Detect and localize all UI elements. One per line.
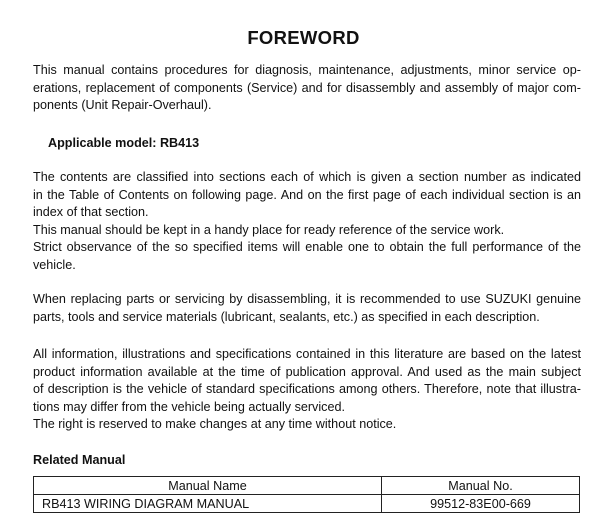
info-line-3: of description is the vehicle of standard specifications among others. Therefore, note that illustra- (33, 382, 581, 396)
info-line-2: product information available at the time of publication approval. And used as the main subject (33, 364, 581, 379)
info-line-1: All information, illustrations and specifications contained in this literature are based on the latest (33, 347, 581, 361)
intro-line-3: ponents (Unit Repair-Overhaul). (33, 98, 212, 112)
intro-paragraph (33, 62, 581, 115)
page-title: FOREWORD (247, 27, 360, 48)
manual-number-cell: 99512-83E00-669 (382, 495, 580, 513)
applicable-model: Applicable model: RB413 (48, 136, 200, 150)
parts-line-1: When replacing parts or servicing by disassembling, it is recommended to use SUZUKI genuine (33, 292, 581, 306)
contents-line-2: in the Table of Contents on following page. And on the first page of each individual section is an (33, 187, 581, 202)
intro-line-1: This manual contains procedures for diagnosis, maintenance, adjustments, minor service op- (33, 63, 581, 77)
info-line-5: The right is reserved to make changes at any time without notice. (33, 417, 397, 431)
related-manual-heading: Related Manual (33, 453, 126, 467)
manual-name-cell: RB413 WIRING DIAGRAM MANUAL (34, 495, 382, 513)
column-header-manual-name: Manual Name (34, 477, 382, 495)
table-header-row (34, 477, 580, 495)
related-manual-table (33, 476, 580, 513)
contents-line-1: The contents are classified into sections each of which is given a section number as indicated (33, 170, 581, 184)
contents-paragraph (33, 169, 581, 274)
contents-line-3: index of that section. (33, 205, 149, 219)
parts-line-2: parts, tools and service materials (lubricant, sealants, etc.) as specified in each description. (33, 309, 540, 324)
column-header-manual-no: Manual No. (382, 477, 580, 495)
contents-line-6: vehicle. (33, 257, 76, 272)
intro-line-2: erations, replacement of components (Service) and for disassembly and assembly of major com- (33, 80, 581, 95)
info-paragraph (33, 346, 581, 434)
contents-line-5: Strict observance of the so specified items will enable one to obtain the full performance of the (33, 240, 581, 254)
table-row (34, 495, 580, 513)
contents-line-4: This manual should be kept in a handy place for ready reference of the service work. (33, 222, 505, 237)
info-line-4: tions may differ from the vehicle being actually serviced. (33, 399, 345, 414)
parts-paragraph (33, 291, 581, 326)
